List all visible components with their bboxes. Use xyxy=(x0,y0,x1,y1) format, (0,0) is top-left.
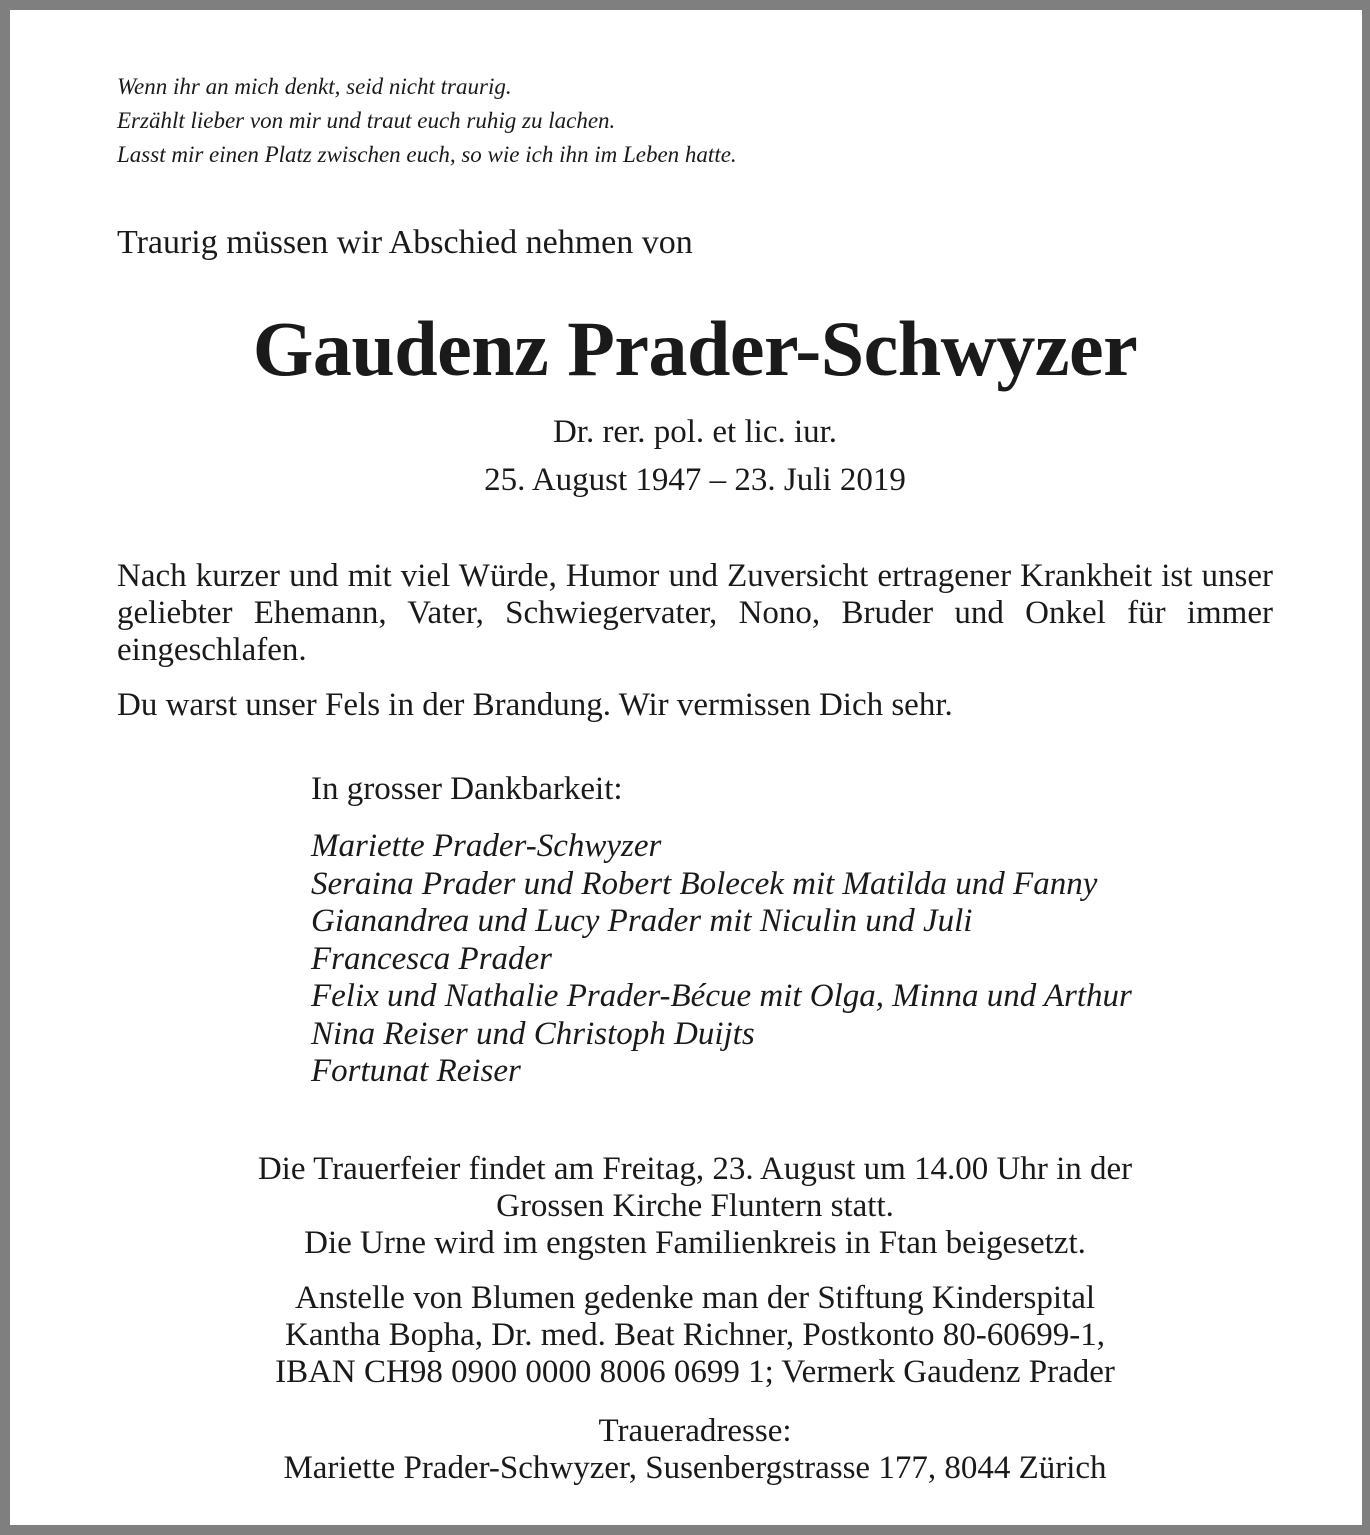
deceased-title: Dr. rer. pol. et lic. iur. xyxy=(552,414,838,450)
body-paragraph: Nach kurzer und mit viel Würde, Humor und Zuversicht ertragener Krankheit ist unser geliebter Ehemann, Vater, Schwiegervater, Nono, Bruder und Onkel für immer eingeschlafen. xyxy=(117,558,1273,668)
mourning-address xyxy=(10,1413,1370,1487)
ceremony-info xyxy=(10,1151,1370,1262)
mourner-name: Seraina Prader und Robert Bolecek mit Matilda und Fanny xyxy=(311,865,1098,902)
mourners-list xyxy=(311,828,1132,1091)
address-label: Traueradresse: xyxy=(598,1413,792,1449)
motto-verse xyxy=(117,70,737,172)
body-line: Du warst unser Fels in der Brandung. Wir vermissen Dich sehr. xyxy=(117,687,953,723)
motto-line: Lasst mir einen Platz zwischen euch, so wie ich ihn im Leben hatte. xyxy=(117,142,737,167)
mourner-name: Nina Reiser und Christoph Duijts xyxy=(311,1015,755,1052)
donation-line: Anstelle von Blumen gedenke man der Stiftung Kinderspital xyxy=(294,1280,1096,1316)
motto-line: Erzählt lieber von mir und traut euch ruhig zu lachen. xyxy=(117,108,616,133)
ceremony-line: Die Urne wird im engsten Familienkreis in Ftan beigesetzt. xyxy=(304,1225,1086,1261)
donation-info xyxy=(10,1280,1370,1391)
mourner-name: Gianandrea und Lucy Prader mit Niculin und Juli xyxy=(311,903,973,939)
ceremony-line: Grossen Kirche Fluntern statt. xyxy=(496,1188,894,1224)
donation-line: Kantha Bopha, Dr. med. Beat Richner, Postkonto 80-60699-1, xyxy=(285,1317,1105,1353)
deceased-name: Gaudenz Prader-Schwyzer xyxy=(252,305,1138,392)
motto-line: Wenn ihr an mich denkt, seid nicht traurig. xyxy=(117,74,512,99)
mourners-heading: In grosser Dankbarkeit: xyxy=(311,771,623,807)
mourner-name: Fortunat Reiser xyxy=(311,1053,521,1089)
donation-line: IBAN CH98 0900 0000 8006 0699 1; Vermerk Gaudenz Prader xyxy=(275,1354,1115,1390)
mourner-name: Felix und Nathalie Prader-Bécue mit Olga, Minna und Arthur xyxy=(311,978,1132,1014)
mourner-name: Francesca Prader xyxy=(311,940,553,977)
intro-text: Traurig müssen wir Abschied nehmen von xyxy=(117,224,693,261)
ceremony-line: Die Trauerfeier findet am Freitag, 23. August um 14.00 Uhr in der xyxy=(257,1151,1133,1187)
deceased-dates: 25. August 1947 – 23. Juli 2019 xyxy=(484,462,906,498)
address-value: Mariette Prader-Schwyzer, Susenbergstrasse 177, 8044 Zürich xyxy=(283,1450,1107,1486)
mourner-name: Mariette Prader-Schwyzer xyxy=(311,828,662,864)
